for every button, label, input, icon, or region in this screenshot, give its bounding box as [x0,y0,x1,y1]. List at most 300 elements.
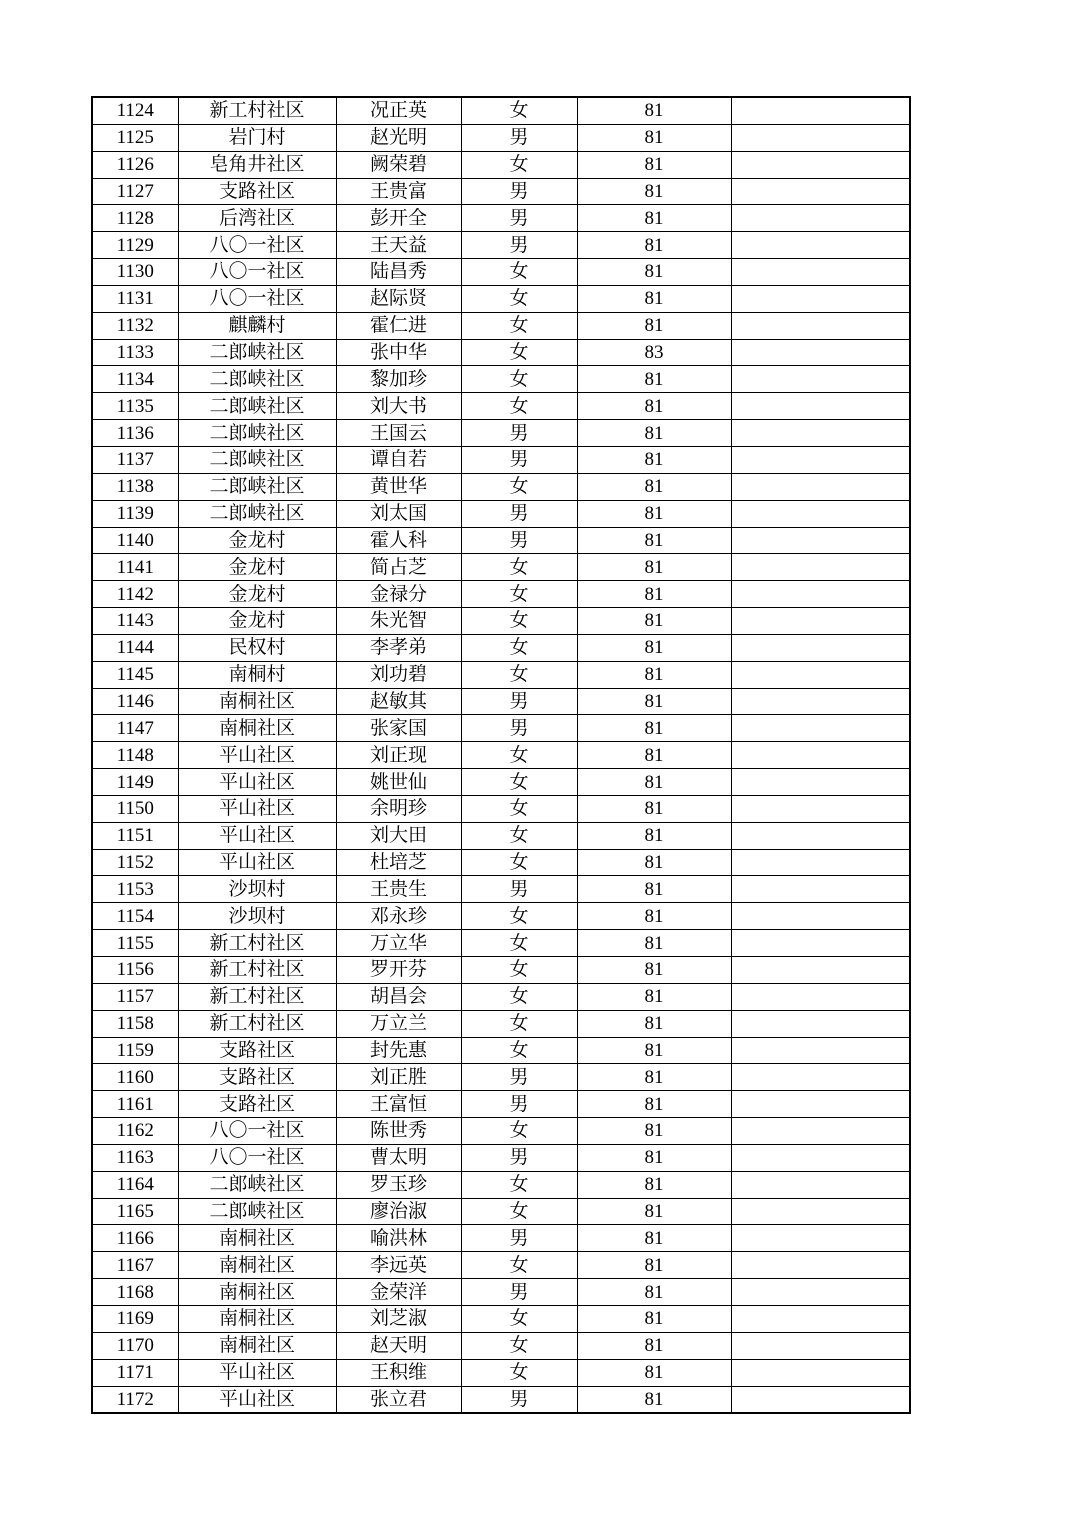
note-cell [731,312,910,339]
table-row [92,903,910,930]
community-cell: 新工村社区 [178,930,336,957]
table-row [92,1144,910,1171]
age-cell: 81 [577,1359,731,1386]
name-cell: 廖治淑 [336,1198,461,1225]
note-cell [731,903,910,930]
note-cell [731,178,910,205]
note-cell [731,930,910,957]
name-cell: 况正英 [336,97,461,124]
community-cell: 南桐社区 [178,1332,336,1359]
row-number-cell: 1144 [92,634,178,661]
community-cell: 岩门村 [178,124,336,151]
gender-cell: 女 [461,1010,577,1037]
gender-cell: 女 [461,903,577,930]
community-cell: 后湾社区 [178,205,336,232]
gender-cell: 男 [461,527,577,554]
community-cell: 二郎峡社区 [178,473,336,500]
community-cell: 支路社区 [178,1091,336,1118]
name-cell: 张中华 [336,339,461,366]
age-cell: 81 [577,1305,731,1332]
community-cell: 南桐社区 [178,688,336,715]
row-number-cell: 1148 [92,742,178,769]
age-cell: 81 [577,634,731,661]
name-cell: 刘太国 [336,500,461,527]
row-number-cell: 1168 [92,1279,178,1306]
gender-cell: 男 [461,715,577,742]
gender-cell: 男 [461,1091,577,1118]
community-cell: 金龙村 [178,608,336,635]
table-row [92,1279,910,1306]
age-cell: 81 [577,1171,731,1198]
gender-cell: 女 [461,822,577,849]
note-cell [731,500,910,527]
age-cell: 81 [577,473,731,500]
age-cell: 81 [577,312,731,339]
table-row [92,1010,910,1037]
row-number-cell: 1126 [92,151,178,178]
name-cell: 张立君 [336,1386,461,1413]
age-cell: 81 [577,205,731,232]
community-cell: 平山社区 [178,1359,336,1386]
table-row [92,312,910,339]
table-row [92,446,910,473]
row-number-cell: 1153 [92,876,178,903]
gender-cell: 男 [461,1225,577,1252]
community-cell: 二郎峡社区 [178,339,336,366]
community-cell: 二郎峡社区 [178,500,336,527]
gender-cell: 男 [461,232,577,259]
community-cell: 南桐村 [178,661,336,688]
community-cell: 支路社区 [178,1037,336,1064]
gender-cell: 女 [461,769,577,796]
gender-cell: 女 [461,1359,577,1386]
note-cell [731,1305,910,1332]
age-cell: 81 [577,876,731,903]
row-number-cell: 1151 [92,822,178,849]
age-cell: 81 [577,903,731,930]
gender-cell: 男 [461,178,577,205]
gender-cell: 女 [461,957,577,984]
row-number-cell: 1164 [92,1171,178,1198]
community-cell: 二郎峡社区 [178,366,336,393]
name-cell: 赵敏其 [336,688,461,715]
name-cell: 罗开芬 [336,957,461,984]
name-cell: 朱光智 [336,608,461,635]
age-cell: 81 [577,366,731,393]
note-cell [731,205,910,232]
gender-cell: 女 [461,1171,577,1198]
note-cell [731,581,910,608]
table-row [92,285,910,312]
table-row [92,178,910,205]
roster-table-body [92,97,910,1413]
name-cell: 王积维 [336,1359,461,1386]
age-cell: 81 [577,1386,731,1413]
age-cell: 81 [577,1010,731,1037]
row-number-cell: 1157 [92,983,178,1010]
age-cell: 81 [577,1198,731,1225]
name-cell: 张家国 [336,715,461,742]
gender-cell: 女 [461,473,577,500]
name-cell: 霍人科 [336,527,461,554]
name-cell: 刘功碧 [336,661,461,688]
table-row [92,608,910,635]
table-row [92,1305,910,1332]
row-number-cell: 1165 [92,1198,178,1225]
note-cell [731,1037,910,1064]
row-number-cell: 1161 [92,1091,178,1118]
age-cell: 81 [577,1118,731,1145]
community-cell: 新工村社区 [178,983,336,1010]
note-cell [731,1010,910,1037]
note-cell [731,876,910,903]
age-cell: 81 [577,822,731,849]
table-row [92,1225,910,1252]
gender-cell: 女 [461,366,577,393]
note-cell [731,1279,910,1306]
community-cell: 金龙村 [178,554,336,581]
note-cell [731,1225,910,1252]
age-cell: 81 [577,259,731,286]
community-cell: 二郎峡社区 [178,1171,336,1198]
age-cell: 81 [577,1037,731,1064]
row-number-cell: 1162 [92,1118,178,1145]
table-row [92,634,910,661]
age-cell: 81 [577,151,731,178]
community-cell: 麒麟村 [178,312,336,339]
age-cell: 81 [577,500,731,527]
row-number-cell: 1145 [92,661,178,688]
name-cell: 王国云 [336,420,461,447]
row-number-cell: 1136 [92,420,178,447]
row-number-cell: 1154 [92,903,178,930]
community-cell: 平山社区 [178,742,336,769]
table-row [92,769,910,796]
row-number-cell: 1138 [92,473,178,500]
gender-cell: 女 [461,1118,577,1145]
row-number-cell: 1163 [92,1144,178,1171]
age-cell: 81 [577,527,731,554]
table-row [92,473,910,500]
row-number-cell: 1152 [92,849,178,876]
note-cell [731,420,910,447]
name-cell: 刘大田 [336,822,461,849]
age-cell: 81 [577,285,731,312]
note-cell [731,608,910,635]
community-cell: 二郎峡社区 [178,446,336,473]
age-cell: 81 [577,1252,731,1279]
age-cell: 81 [577,661,731,688]
name-cell: 王富恒 [336,1091,461,1118]
note-cell [731,1198,910,1225]
age-cell: 83 [577,339,731,366]
note-cell [731,983,910,1010]
age-cell: 81 [577,742,731,769]
age-cell: 81 [577,957,731,984]
name-cell: 阙荣碧 [336,151,461,178]
name-cell: 万立兰 [336,1010,461,1037]
gender-cell: 女 [461,581,577,608]
name-cell: 王贵富 [336,178,461,205]
gender-cell: 男 [461,1386,577,1413]
gender-cell: 女 [461,151,577,178]
note-cell [731,1144,910,1171]
gender-cell: 男 [461,1064,577,1091]
age-cell: 81 [577,124,731,151]
name-cell: 赵天明 [336,1332,461,1359]
row-number-cell: 1141 [92,554,178,581]
community-cell: 二郎峡社区 [178,420,336,447]
gender-cell: 女 [461,312,577,339]
age-cell: 81 [577,1332,731,1359]
row-number-cell: 1167 [92,1252,178,1279]
name-cell: 赵际贤 [336,285,461,312]
gender-cell: 男 [461,420,577,447]
note-cell [731,446,910,473]
table-row [92,393,910,420]
table-row [92,151,910,178]
note-cell [731,1252,910,1279]
row-number-cell: 1143 [92,608,178,635]
row-number-cell: 1140 [92,527,178,554]
age-cell: 81 [577,581,731,608]
community-cell: 南桐社区 [178,1279,336,1306]
community-cell: 支路社区 [178,178,336,205]
name-cell: 李远英 [336,1252,461,1279]
row-number-cell: 1134 [92,366,178,393]
community-cell: 八〇一社区 [178,259,336,286]
name-cell: 赵光明 [336,124,461,151]
row-number-cell: 1128 [92,205,178,232]
table-row [92,983,910,1010]
note-cell [731,97,910,124]
gender-cell: 男 [461,1279,577,1306]
community-cell: 二郎峡社区 [178,1198,336,1225]
note-cell [731,1171,910,1198]
community-cell: 南桐社区 [178,1305,336,1332]
community-cell: 八〇一社区 [178,1118,336,1145]
table-row [92,1252,910,1279]
community-cell: 金龙村 [178,581,336,608]
note-cell [731,124,910,151]
row-number-cell: 1135 [92,393,178,420]
community-cell: 八〇一社区 [178,1144,336,1171]
name-cell: 陆昌秀 [336,259,461,286]
name-cell: 封先惠 [336,1037,461,1064]
row-number-cell: 1130 [92,259,178,286]
name-cell: 刘正胜 [336,1064,461,1091]
name-cell: 胡昌会 [336,983,461,1010]
gender-cell: 女 [461,1037,577,1064]
table-row [92,930,910,957]
row-number-cell: 1149 [92,769,178,796]
row-number-cell: 1169 [92,1305,178,1332]
note-cell [731,366,910,393]
table-row [92,1091,910,1118]
community-cell: 平山社区 [178,849,336,876]
community-cell: 新工村社区 [178,97,336,124]
age-cell: 81 [577,688,731,715]
row-number-cell: 1160 [92,1064,178,1091]
row-number-cell: 1155 [92,930,178,957]
name-cell: 万立华 [336,930,461,957]
row-number-cell: 1137 [92,446,178,473]
gender-cell: 女 [461,742,577,769]
gender-cell: 女 [461,1332,577,1359]
name-cell: 刘正现 [336,742,461,769]
note-cell [731,795,910,822]
gender-cell: 女 [461,1198,577,1225]
name-cell: 金禄分 [336,581,461,608]
age-cell: 81 [577,1064,731,1091]
gender-cell: 女 [461,849,577,876]
gender-cell: 女 [461,983,577,1010]
row-number-cell: 1142 [92,581,178,608]
gender-cell: 男 [461,1144,577,1171]
name-cell: 彭开全 [336,205,461,232]
name-cell: 王贵生 [336,876,461,903]
row-number-cell: 1146 [92,688,178,715]
table-row [92,1386,910,1413]
table-row [92,1037,910,1064]
note-cell [731,1064,910,1091]
gender-cell: 女 [461,795,577,822]
gender-cell: 男 [461,876,577,903]
age-cell: 81 [577,1225,731,1252]
age-cell: 81 [577,1144,731,1171]
row-number-cell: 1166 [92,1225,178,1252]
name-cell: 杜培芝 [336,849,461,876]
age-cell: 81 [577,930,731,957]
table-row [92,581,910,608]
gender-cell: 男 [461,124,577,151]
table-row [92,742,910,769]
note-cell [731,957,910,984]
note-cell [731,1359,910,1386]
row-number-cell: 1125 [92,124,178,151]
table-row [92,124,910,151]
table-row [92,1198,910,1225]
name-cell: 曹太明 [336,1144,461,1171]
table-row [92,1171,910,1198]
gender-cell: 女 [461,634,577,661]
note-cell [731,688,910,715]
age-cell: 81 [577,795,731,822]
age-cell: 81 [577,608,731,635]
age-cell: 81 [577,446,731,473]
name-cell: 黎加珍 [336,366,461,393]
table-row [92,1359,910,1386]
community-cell: 二郎峡社区 [178,393,336,420]
community-cell: 平山社区 [178,822,336,849]
name-cell: 余明珍 [336,795,461,822]
name-cell: 李孝弟 [336,634,461,661]
table-row [92,420,910,447]
age-cell: 81 [577,1091,731,1118]
table-row [92,822,910,849]
note-cell [731,473,910,500]
row-number-cell: 1132 [92,312,178,339]
note-cell [731,661,910,688]
row-number-cell: 1170 [92,1332,178,1359]
note-cell [731,1118,910,1145]
note-cell [731,1332,910,1359]
age-cell: 81 [577,715,731,742]
table-row [92,715,910,742]
table-row [92,554,910,581]
name-cell: 霍仁进 [336,312,461,339]
community-cell: 南桐社区 [178,715,336,742]
gender-cell: 男 [461,688,577,715]
row-number-cell: 1129 [92,232,178,259]
age-cell: 81 [577,769,731,796]
age-cell: 81 [577,420,731,447]
gender-cell: 女 [461,930,577,957]
gender-cell: 男 [461,205,577,232]
community-cell: 支路社区 [178,1064,336,1091]
note-cell [731,339,910,366]
note-cell [731,554,910,581]
gender-cell: 女 [461,1305,577,1332]
table-row [92,366,910,393]
table-row [92,795,910,822]
row-number-cell: 1147 [92,715,178,742]
row-number-cell: 1133 [92,339,178,366]
name-cell: 邓永珍 [336,903,461,930]
gender-cell: 女 [461,608,577,635]
gender-cell: 男 [461,446,577,473]
community-cell: 沙坝村 [178,876,336,903]
note-cell [731,232,910,259]
community-cell: 平山社区 [178,769,336,796]
row-number-cell: 1172 [92,1386,178,1413]
age-cell: 81 [577,178,731,205]
gender-cell: 男 [461,500,577,527]
name-cell: 罗玉珍 [336,1171,461,1198]
table-row [92,661,910,688]
note-cell [731,742,910,769]
table-row [92,849,910,876]
age-cell: 81 [577,97,731,124]
age-cell: 81 [577,849,731,876]
row-number-cell: 1150 [92,795,178,822]
gender-cell: 女 [461,339,577,366]
community-cell: 沙坝村 [178,903,336,930]
name-cell: 简占芝 [336,554,461,581]
age-cell: 81 [577,1279,731,1306]
name-cell: 黄世华 [336,473,461,500]
note-cell [731,634,910,661]
community-cell: 八〇一社区 [178,232,336,259]
note-cell [731,849,910,876]
community-cell: 平山社区 [178,795,336,822]
table-row [92,527,910,554]
community-cell: 平山社区 [178,1386,336,1413]
community-cell: 民权村 [178,634,336,661]
age-cell: 81 [577,983,731,1010]
age-cell: 81 [577,393,731,420]
community-cell: 八〇一社区 [178,285,336,312]
gender-cell: 女 [461,554,577,581]
name-cell: 刘大书 [336,393,461,420]
row-number-cell: 1158 [92,1010,178,1037]
table-row [92,259,910,286]
name-cell: 谭自若 [336,446,461,473]
table-row [92,1064,910,1091]
gender-cell: 女 [461,285,577,312]
row-number-cell: 1124 [92,97,178,124]
community-cell: 皂角井社区 [178,151,336,178]
